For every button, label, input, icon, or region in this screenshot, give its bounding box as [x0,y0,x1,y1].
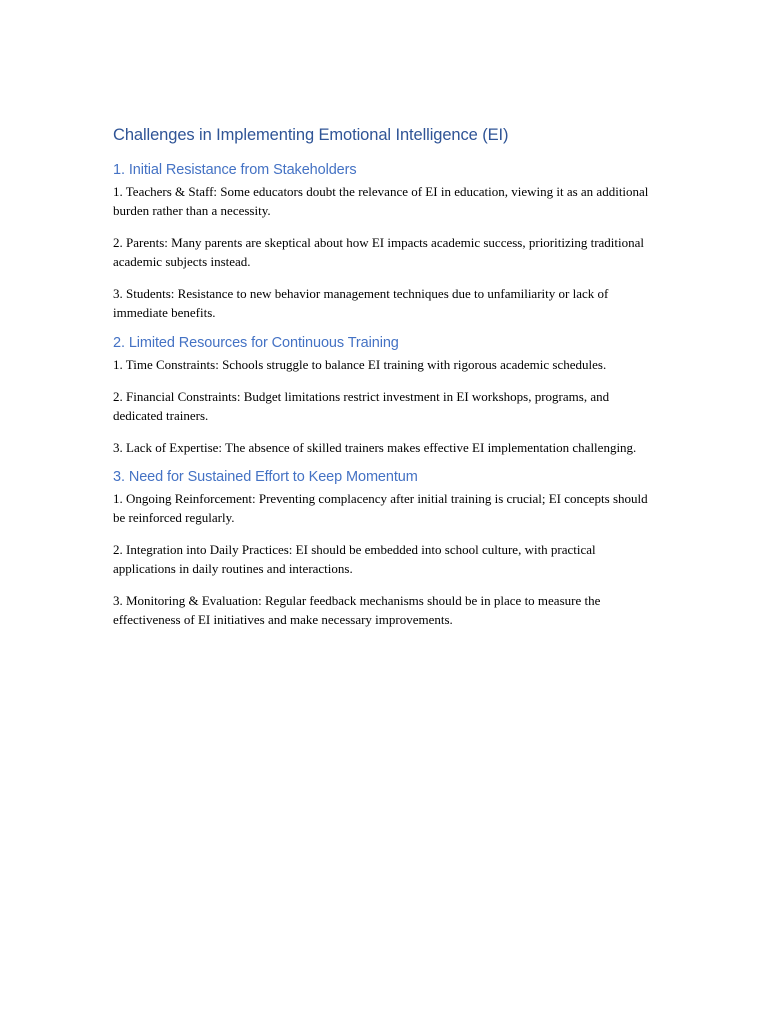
section-heading: 3. Need for Sustained Effort to Keep Momentum [113,468,418,485]
section-heading: 2. Limited Resources for Continuous Training [113,334,399,351]
section-sustained-effort [113,467,661,630]
paragraph: 3. Students: Resistance to new behavior management techniques due to unfamiliarity or lack of immediate benefits. [113,286,609,321]
section-heading: 1. Initial Resistance from Stakeholders [113,162,357,178]
paragraph: 2. Integration into Daily Practices: EI should be embedded into school culture, with practical applications in daily routines and interactions. [113,542,596,577]
paragraph: 2. Parents: Many parents are skeptical about how EI impacts academic success, prioritizing traditional academic subjects instead. [113,235,645,270]
paragraph: 1. Time Constraints: Schools struggle to balance EI training with rigorous academic schedules. [113,356,607,372]
document-content [113,124,661,640]
paragraph: 1. Teachers & Staff: Some educators doubt the relevance of EI in education, viewing it as an additional burden rather than a necessity. [113,184,649,219]
section-initial-resistance [113,160,661,323]
paragraph: 2. Financial Constraints: Budget limitations restrict investment in EI workshops, programs, and dedicated trainers. [113,388,610,423]
paragraph: 3. Monitoring & Evaluation: Regular feedback mechanisms should be in place to measure the effectiveness of EI initiatives and make necessary improvements. [113,593,601,628]
section-limited-resources [113,333,661,457]
document-title: Challenges in Implementing Emotional Intelligence (EI) [113,126,509,144]
paragraph: 1. Ongoing Reinforcement: Preventing complacency after initial training is crucial; EI concepts should be reinforced regularly. [113,490,648,526]
paragraph: 3. Lack of Expertise: The absence of skilled trainers makes effective EI implementation challenging. [113,439,637,455]
